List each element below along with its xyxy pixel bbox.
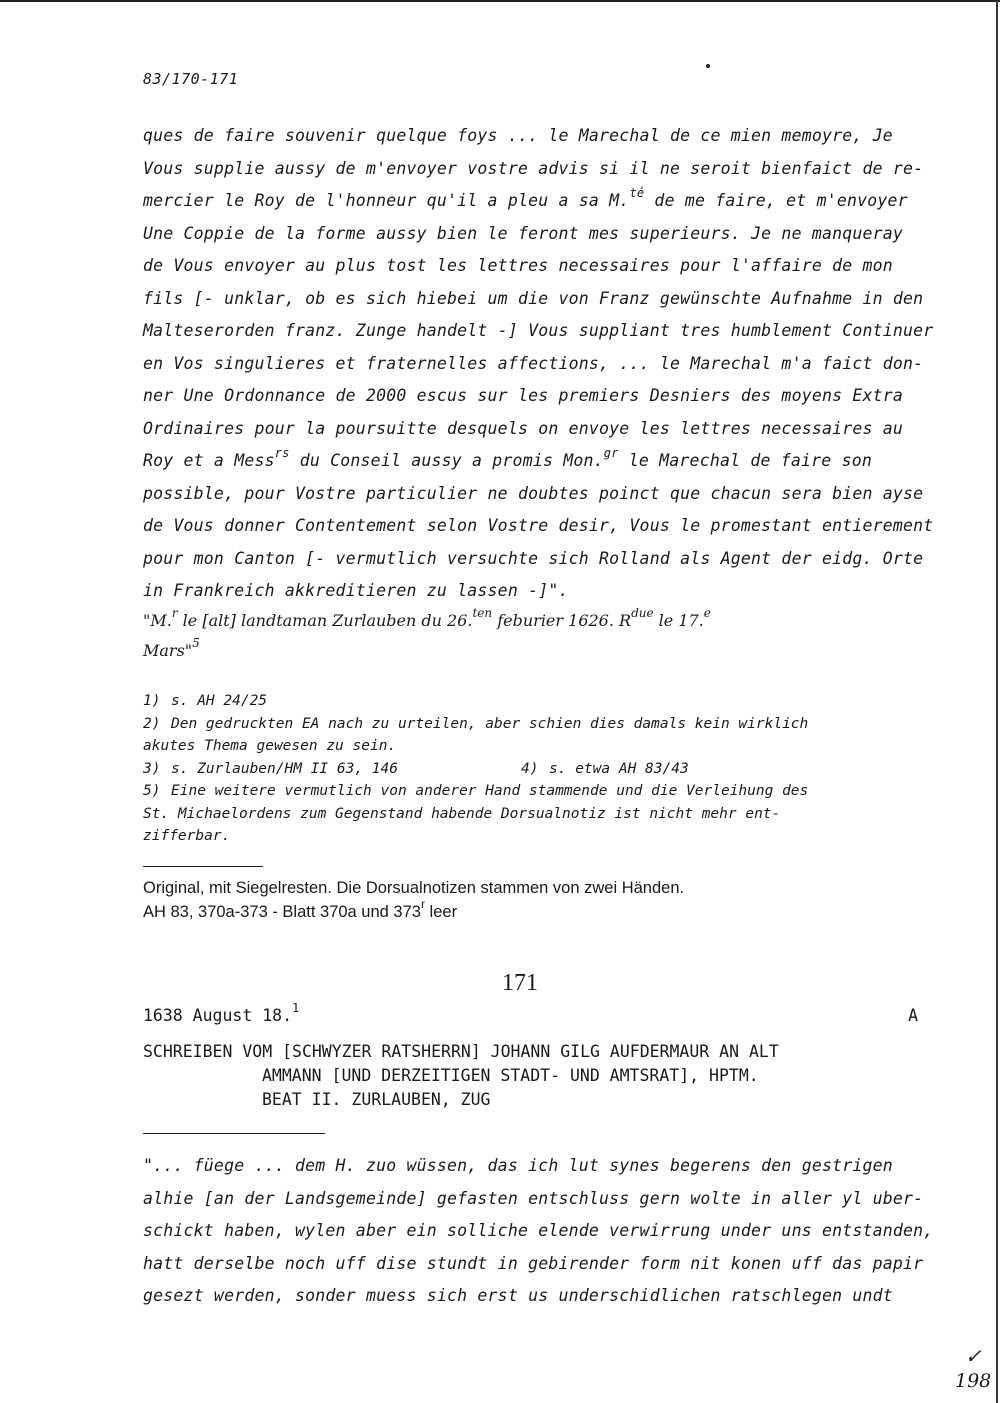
text-line: gesezt werden, sonder muess sich erst us underschidlichen ratschlegen undt — [143, 1286, 893, 1305]
footnote-continuation: St. Michaelordens zum Gegenstand habende Dorsualnotiz ist nicht mehr ent- — [143, 805, 781, 822]
folio-number: 198 — [955, 1370, 992, 1392]
page-border-top — [0, 0, 1000, 2]
footnote: 3) s. Zurlauben/HM II 63, 146 4) s. etwa AH 83/43 — [143, 760, 689, 777]
text-line: hatt derselbe noch uff dise stundt in gebirender form nit konen uff das papir — [143, 1253, 924, 1273]
ink-dot — [706, 64, 710, 68]
document-date: 1638 August 18.$^1$ — [143, 1001, 300, 1025]
page-border-right — [996, 0, 998, 1403]
footnote: 1) s. AH 24/25 — [143, 693, 268, 709]
text-line: Une Coppie de la forme aussy bien le feront mes superieurs. Je ne manqueray — [143, 223, 904, 243]
document-number: 171 — [502, 970, 538, 996]
text-line: Malteserorden franz. Zunge handelt -] Vous suppliant tres humblement Continuer — [143, 321, 934, 340]
text-line: pour mon Canton [- vermutlich versuchte sich Rolland als Agent der eidg. Orte — [143, 548, 924, 568]
separator-rule — [143, 1133, 325, 1134]
text-line: schickt haben, wylen aber ein solliche elende verwirrung under uns entstanden, — [143, 1221, 934, 1240]
text-line: possible, pour Vostre particulier ne doubtes poinct que chacun sera bien ayse — [143, 483, 924, 503]
dorsal-line: Mars"$^5$ — [143, 636, 200, 660]
text-line: de Vous envoyer au plus tost les lettres necessaires pour l'affaire de mon — [143, 256, 893, 275]
dorsal-note — [143, 606, 933, 666]
document-date-line — [143, 1001, 918, 1025]
footnote-continuation: akutes Thema gewesen zu sein. — [143, 738, 397, 754]
footnote: 5) Eine weitere vermutlich von anderer Hand stammende und die Verleihung des — [143, 783, 809, 799]
footnote: 2) Den gedruckten EA nach zu urteilen, aber schien dies damals kein wirklich — [143, 715, 809, 732]
superscript: té — [629, 186, 645, 200]
source-note — [143, 876, 933, 924]
text-line: Ordinaires pour la poursuitte desquels on envoye les lettres necessaires au — [143, 418, 904, 438]
text-line: de Vous donner Contentement selon Vostre desir, Vous le promestant entierement — [143, 516, 934, 535]
dorsal-line: "M.$^r$ le [alt] landtaman Zurlauben du 26.$^{ten}$ feburier 1626. $R^{due}$ le 17.$^e$ — [143, 606, 711, 630]
text-line: Vous supplie aussy de m'envoyer vostre advis si il ne seroit bienfaict de re- — [143, 158, 924, 178]
letter-170-body — [143, 120, 933, 608]
checkmark-annotation: ✓ — [965, 1344, 982, 1368]
superscript: rs — [274, 446, 290, 460]
text-line: ques de faire souvenir quelque foys ... le Marechal de ce mien memoyre, Je — [143, 126, 893, 145]
text-line: mercier le Roy de l'honneur qu'il a pleu a sa M.$^{té}$ de me faire, et m'envoyer — [143, 186, 908, 210]
text-line: in Frankreich akkreditieren zu lassen -]". — [143, 581, 569, 600]
text-line: Roy et a Mess$^{rs}$ du Conseil aussy a promis Mon.$^{gr}$ le Marechal de faire son — [143, 446, 872, 470]
text-line: ner Une Ordonnance de 2000 escus sur les premiers Desniers des moyens Extra — [143, 386, 904, 405]
footnote-continuation: zifferbar. — [143, 828, 231, 844]
text-line: fils [- unklar, ob es sich hiebei um die von Franz gewünschte Aufnahme in den — [143, 288, 924, 308]
heading-line: AMMANN [UND DERZEITIGEN STADT- UND AMTSRAT], HPTM. — [262, 1066, 759, 1085]
separator-rule — [143, 866, 263, 867]
superscript: gr — [603, 446, 619, 460]
heading-line: BEAT II. ZURLAUBEN, ZUG — [262, 1090, 491, 1109]
text-line: "... füege ... dem H. zuo wüssen, das ich lut synes begerens den gestrigen — [143, 1156, 893, 1175]
document-heading — [143, 1040, 933, 1112]
document-type-mark: A — [908, 1006, 918, 1025]
footnotes — [143, 690, 933, 848]
source-line: AH 83, 370a-373 - Blatt 370a und 373$^r$ leer — [143, 897, 458, 921]
text-line: alhie [an der Landsgemeinde] gefasten entschluss gern wolte in aller yl uber- — [143, 1188, 924, 1208]
text-line: en Vos singulieres et fraternelles affections, ... le Marechal m'a faict don- — [143, 353, 924, 373]
page-reference: 83/170-171 — [143, 70, 239, 88]
letter-171-body — [143, 1150, 933, 1313]
heading-line: SCHREIBEN VOM [SCHWYZER RATSHERRN] JOHANN GILG AUFDERMAUR AN ALT — [143, 1042, 779, 1061]
source-line: Original, mit Siegelresten. Die Dorsualnotizen stammen von zwei Händen. — [143, 879, 685, 897]
